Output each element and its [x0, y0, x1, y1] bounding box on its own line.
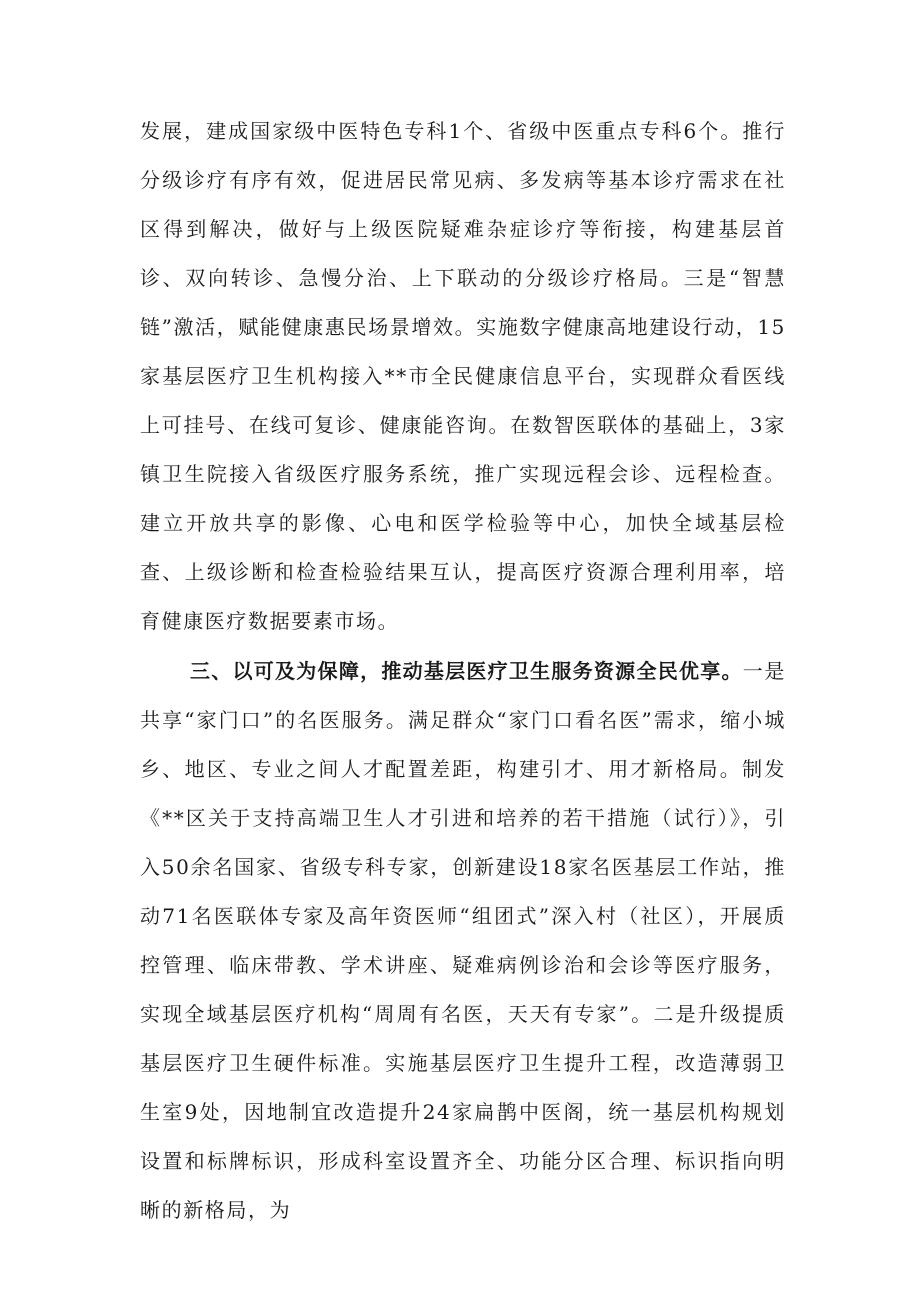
section-body-text: 一是共享“家门口”的名医服务。满足群众“家门口看名医”需求，缩小城乡、地区、专业之间人才配置差距，构建引才、用才新格局。制发《**区关于支持高端卫生人才引进和培养的若干措施（试行）》，引入50余名国家、省级专科专家，创新建设18家名医基层工作站，推动71名医联体专家及高年资医师“组团式”深入村（社区），开展质控管理、临床带教、学术讲座、疑难病例诊治和会诊等医疗服务，实现全域基层医疗机构“周周有名医，天天有专家”。二是升级提质基层医疗卫生硬件标准。实施基层医疗卫生提升工程，改造薄弱卫生室9处，因地制宜改造提升24家扁鹊中医阁，统一基层机构规划设置和标牌标识，形成科室设置齐全、功能分区合理、标识指向明晰的新格局，为: [140, 659, 786, 1222]
body-paragraph-1: 发展，建成国家级中医特色专科1个、省级中医重点专科6个。推行分级诊疗有序有效，促进居民常见病、多发病等基本诊疗需求在社区得到解决，做好与上级医院疑难杂症诊疗等衔接，构建基层首诊、双向转诊、急慢分治、上下联动的分级诊疗格局。三是“智慧链”激活，赋能健康惠民场景增效。实施数字健康高地建设行动，15家基层医疗卫生机构接入**市全民健康信息平台，实现群众看医线上可挂号、在线可复诊、健康能咨询。在数智医联体的基础上，3家镇卫生院接入省级医疗服务系统，推广实现远程会诊、远程检查。建立开放共享的影像、心电和医学检验等中心，加快全域基层检查、上级诊断和检查检验结果互认，提高医疗资源合理利用率，培育健康医疗数据要素市场。: [140, 119, 786, 633]
body-paragraph-2: [140, 647, 786, 1235]
section-heading: 三、以可及为保障，推动基层医疗卫生服务资源全民优享。: [190, 659, 743, 683]
